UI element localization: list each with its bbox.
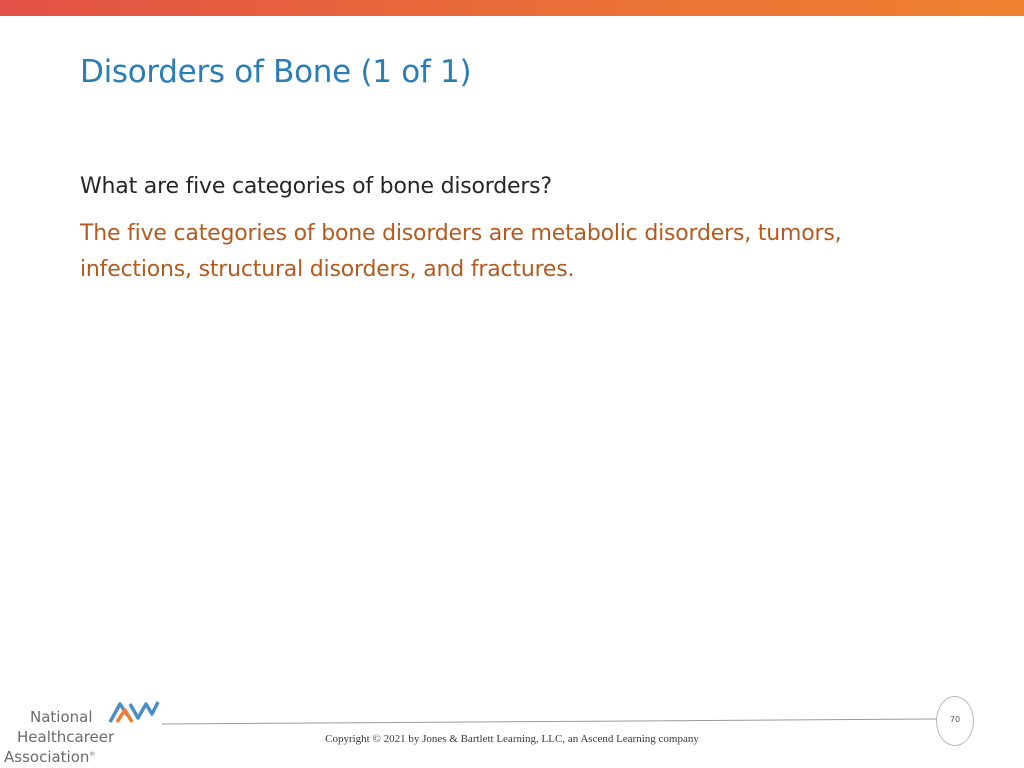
nha-logo-mark-icon <box>108 698 160 724</box>
logo-text-association-word: Association <box>4 748 90 766</box>
logo-text-association <box>4 750 95 765</box>
nha-logo <box>0 696 165 768</box>
answer-text <box>80 216 960 288</box>
registered-mark: ® <box>89 751 96 758</box>
question-text: What are five categories of bone disorders? <box>80 174 552 199</box>
answer-line: The five categories of bone disorders are metabolic disorders, tumors, <box>80 221 842 246</box>
logo-text-healthcareer: Healthcareer <box>17 728 115 746</box>
page-number: 70 <box>949 715 961 724</box>
copyright-notice: Copyright © 2021 by Jones & Bartlett Learning, LLC, an Ascend Learning company <box>325 733 699 745</box>
logo-text-national: National <box>30 708 93 726</box>
accent-top-bar <box>0 0 1024 16</box>
answer-line: infections, structural disorders, and fractures. <box>80 257 575 282</box>
slide-title: Disorders of Bone (1 of 1) <box>80 54 472 90</box>
